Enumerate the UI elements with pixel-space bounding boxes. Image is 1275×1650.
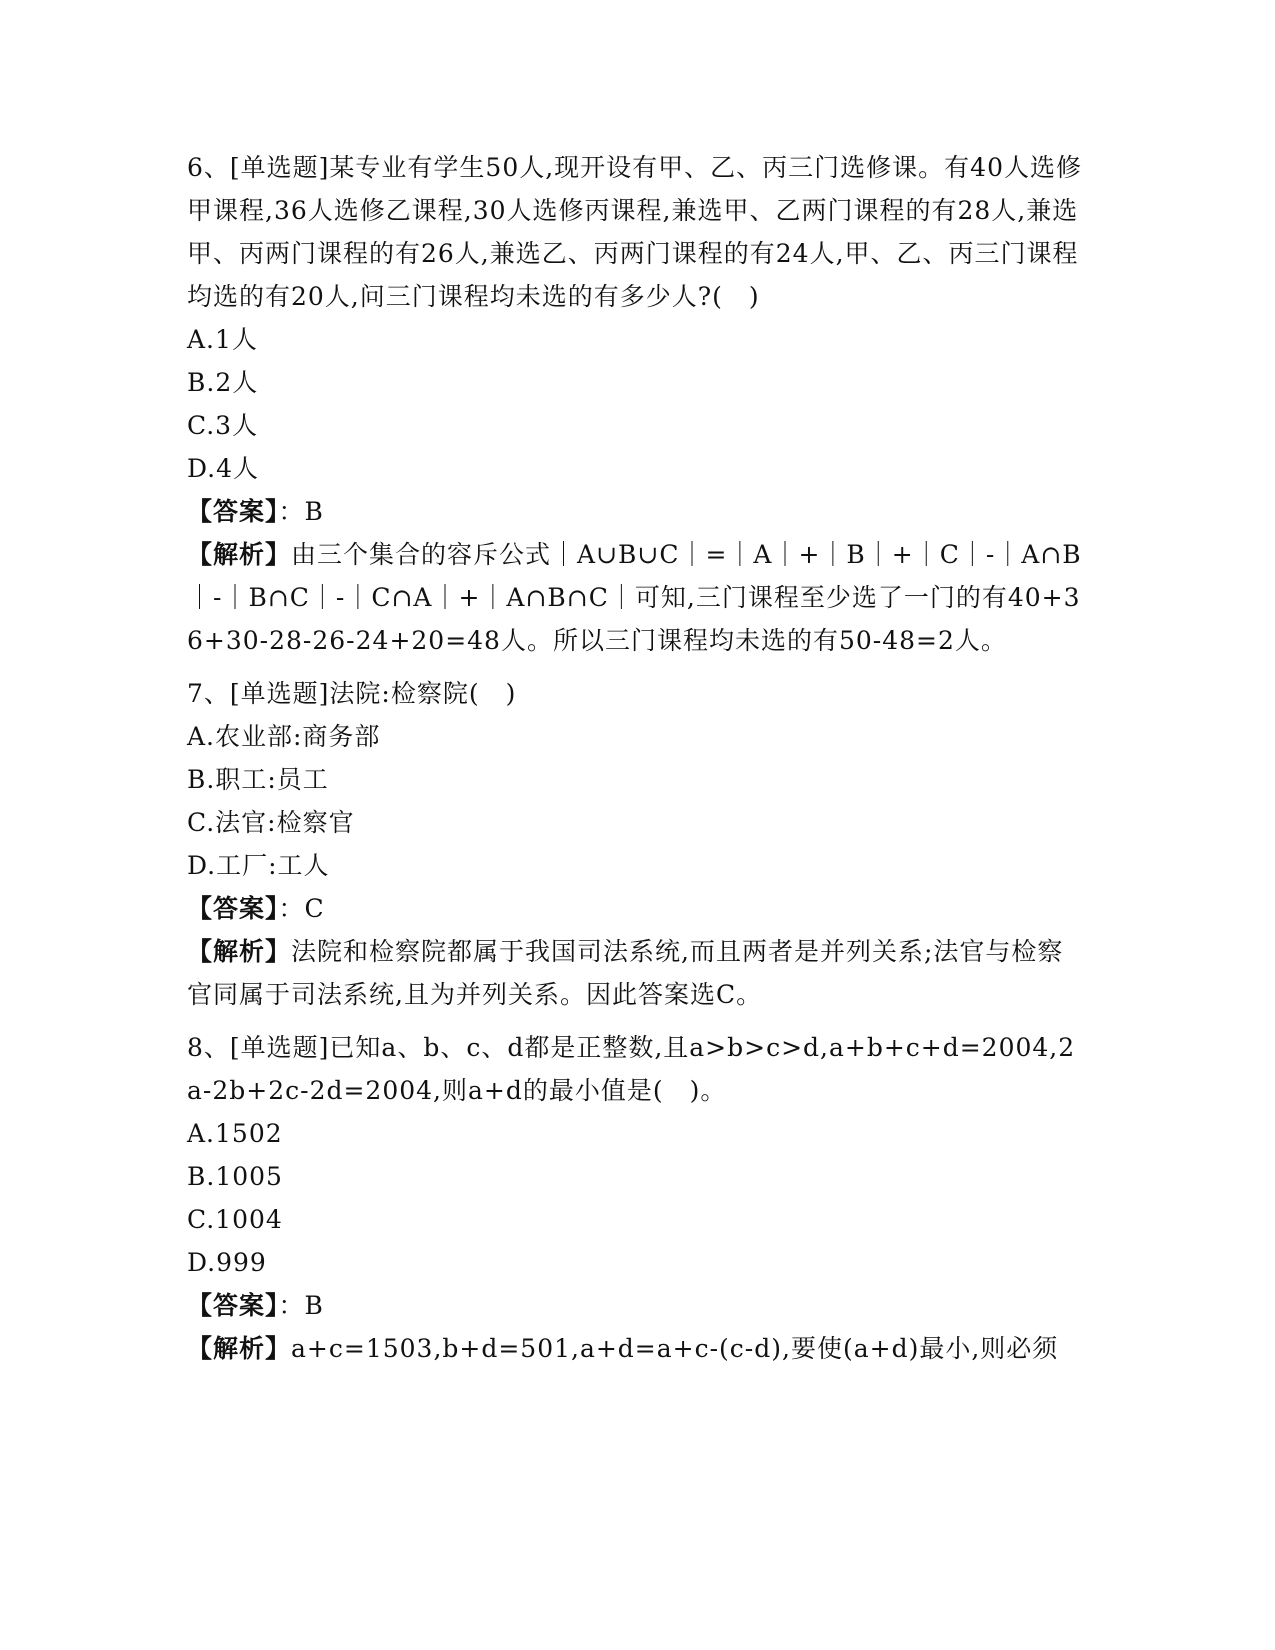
option-d: D.999 [187,1248,267,1277]
question-stem: 7、[单选题]法院:检察院( ) [187,679,517,708]
answer-label: 【答案】 [187,894,279,923]
question-7 [187,672,1087,1016]
option-d: D.工厂:工人 [187,851,330,880]
analysis-text: 法院和检察院都属于我国司法系统,而且两者是并列关系;法官与检察官同属于司法系统,且为并列关系。因此答案选C。 [187,937,1064,1009]
analysis-text: a+c=1503,b+d=501,a+d=a+c-(c-d),要使(a+d)最小,则必须 [291,1334,1059,1363]
option-a: A.1人 [187,325,258,354]
analysis-label: 【解析】 [187,937,292,966]
analysis-line [187,533,1087,662]
analysis-label: 【解析】 [187,1334,292,1363]
option-c: C.法官:检察官 [187,808,355,837]
option-c: C.1004 [187,1205,283,1234]
analysis-text: 由三个集合的容斥公式｜A∪B∪C｜=｜A｜+｜B｜+｜C｜-｜A∩B｜-｜B∩C｜-｜C∩A｜+｜A∩B∩C｜可知,三门课程至少选了一门的有40+36+30-28-26-24+20=48人。所以三门课程均未选的有50-48=2人。 [187,540,1082,655]
answer-line [187,1284,1087,1327]
question-stem: 8、[单选题]已知a、b、c、d都是正整数,且a>b>c>d,a+b+c+d=2004,2a-2b+2c-2d=2004,则a+d的最小值是( )。 [187,1033,1076,1105]
question-6 [187,146,1087,662]
answer-value: ：C [278,894,325,923]
option-c: C.3人 [187,411,259,440]
answer-line [187,490,1087,533]
option-b: B.2人 [187,368,259,397]
option-a: A.1502 [187,1119,283,1148]
document-page [187,146,1087,1380]
answer-label: 【答案】 [187,1291,279,1320]
answer-label: 【答案】 [187,497,279,526]
question-stem: 6、[单选题]某专业有学生50人,现开设有甲、乙、丙三门选修课。有40人选修甲课程,36人选修乙课程,30人选修丙课程,兼选甲、乙两门课程的有28人,兼选甲、丙两门课程的有26人,兼选乙、丙两门课程的有24人,甲、乙、丙三门课程均选的有20人,问三门课程均未选的有多少人?( ) [187,153,1082,311]
option-d: D.4人 [187,454,260,483]
answer-line [187,887,1087,930]
option-b: B.1005 [187,1162,283,1191]
analysis-line [187,1327,1087,1370]
option-a: A.农业部:商务部 [187,722,381,751]
analysis-line [187,930,1087,1016]
answer-value: ：B [278,497,324,526]
question-8 [187,1026,1087,1370]
answer-value: ：B [278,1291,324,1320]
analysis-label: 【解析】 [187,540,292,569]
option-b: B.职工:员工 [187,765,329,794]
